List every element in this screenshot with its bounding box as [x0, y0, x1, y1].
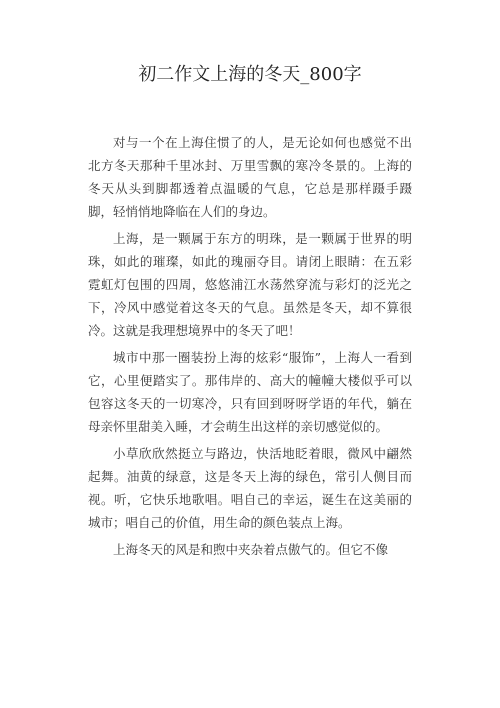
paragraph: 城市中那一圈装扮上海的炫彩“服饰”，上海人一看到它，心里便踏实了。那伟岸的、高大的幢幢大楼似乎可以包容这冬天的一切寒冷，只有回到呀呀学语的年代，躺在母亲怀里甜美入睡，才会萌生出这样的亲切感觉似的。 — [88, 350, 412, 434]
document-body — [88, 131, 412, 565]
paragraph: 小草欣欣然挺立与路边，快活地眨着眼，微风中翩然起舞。油黄的绿意，这是冬天上海的绿色，常引人侧目而视。听，它快乐地歌唱。唱自己的幸运，诞生在这美丽的城市；唱自己的价值，用生命的颜色装点上海。 — [88, 446, 412, 530]
paragraph: 对与一个在上海住惯了的人，是无论如何也感觉不出北方冬天那种千里冰封、万里雪飘的寒冷冬景的。上海的冬天从头到脚都透着点温暖的气息，它总是那样蹑手蹑脚，轻悄悄地降临在人们的身边。 — [88, 135, 412, 219]
paragraph: 上海冬天的风是和煦中夹杂着点傲气的。但它不像 — [113, 542, 389, 557]
paragraph: 上海，是一颗属于东方的明珠，是一颗属于世界的明珠，如此的璀璨，如此的瑰丽夺目。请闭上眼睛：在五彩霓虹灯包围的四周，悠悠浦江水荡然穿流与彩灯的泛光之下，冷风中感觉着这冬天的气息。虽然是冬天，却不算很冷。这就是我理想境界中的冬天了吧！ — [88, 231, 412, 338]
document-title: 初二作文上海的冬天_800字 — [138, 64, 362, 85]
